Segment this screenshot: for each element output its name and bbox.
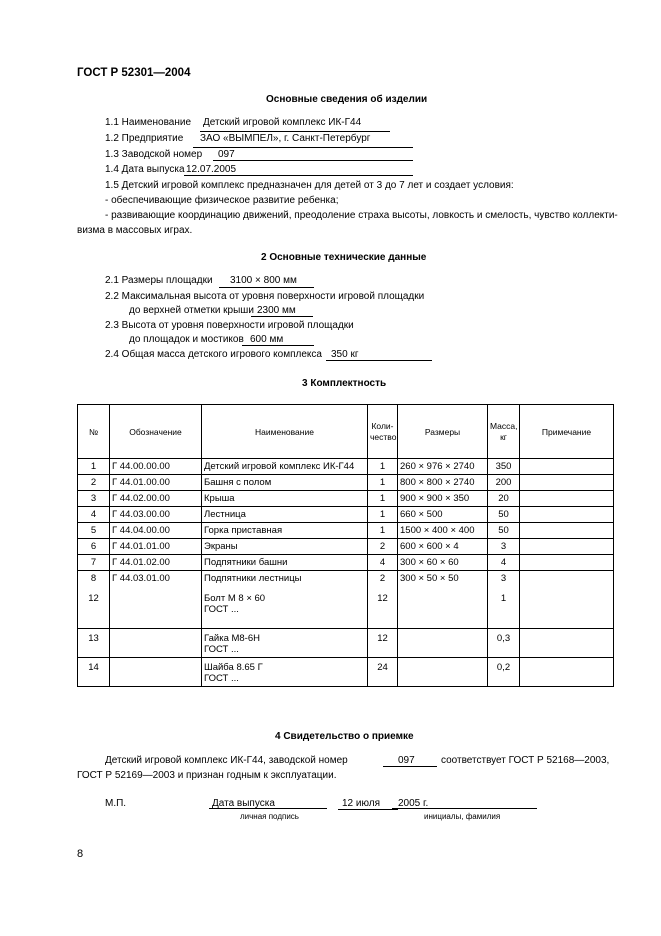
name-caption: инициалы, фамилия <box>424 812 501 821</box>
table-row <box>78 523 614 539</box>
cell-designation: Г 44.01.02.00 <box>110 555 202 571</box>
cell-mass: 50 <box>488 523 520 539</box>
cell-designation: Г 44.00.00.00 <box>110 459 202 475</box>
cell-qty: 1 <box>368 523 398 539</box>
section4-title: 4 Свидетельство о приемке <box>275 731 414 742</box>
col-header-dims: Размеры <box>398 405 488 459</box>
release-date-year: 2005 г. <box>398 798 429 809</box>
cell-name: Башня с полом <box>202 475 368 491</box>
item-2-2-line-1: 2.2 Максимальная высота от уровня поверхности игровой площадки <box>105 291 425 302</box>
item-1-1 <box>105 117 191 128</box>
underline <box>326 360 432 361</box>
cell-mass: 20 <box>488 491 520 507</box>
underline <box>193 147 413 148</box>
cell-designation: Г 44.03.00.00 <box>110 507 202 523</box>
cell-note <box>520 571 614 587</box>
cell-mass: 1 <box>488 586 520 629</box>
paragraph-1-5: 1.5 Детский игровой комплекс предназначен для детей от 3 до 7 лет и создает условия: <box>105 180 514 191</box>
cell-dims: 260 × 976 × 2740 <box>398 459 488 475</box>
item-value: 12.07.2005 <box>186 164 237 175</box>
cell-mass: 0,3 <box>488 629 520 658</box>
cell-num: 1 <box>78 459 110 475</box>
cell-dims <box>398 658 488 687</box>
cell-qty: 2 <box>368 571 398 587</box>
cell-name <box>202 586 368 629</box>
col-header-designation: Обозначение <box>110 405 202 459</box>
cell-designation <box>110 586 202 629</box>
cell-note <box>520 586 614 629</box>
cell-mass: 350 <box>488 459 520 475</box>
cell-dims <box>398 629 488 658</box>
table-row <box>78 459 614 475</box>
item-2-3-value: 600 мм <box>250 334 284 345</box>
cell-note <box>520 555 614 571</box>
cell-designation <box>110 629 202 658</box>
name-l1: Шайба 8.65 Г <box>204 662 263 673</box>
cell-num: 14 <box>78 658 110 687</box>
qty-l1: Коли- <box>371 420 394 431</box>
cell-mass: 50 <box>488 507 520 523</box>
name-l1: Гайка М8-6Н <box>204 633 260 644</box>
cell-qty: 2 <box>368 539 398 555</box>
underline <box>242 345 314 346</box>
cell-qty: 4 <box>368 555 398 571</box>
underline <box>219 287 314 288</box>
cell-name: Детский игровой комплекс ИК-Г44 <box>202 459 368 475</box>
table-row <box>78 555 614 571</box>
cell-dims: 660 × 500 <box>398 507 488 523</box>
cell-num: 5 <box>78 523 110 539</box>
mass-l1: Масса, <box>490 420 518 431</box>
cell-name <box>202 629 368 658</box>
stamp-label: М.П. <box>105 798 127 809</box>
underline <box>251 316 313 317</box>
section1-title: Основные сведения об изделии <box>266 94 428 105</box>
cell-qty: 12 <box>368 586 398 629</box>
underline <box>184 175 413 176</box>
cell-note <box>520 475 614 491</box>
table-row <box>78 491 614 507</box>
table-row <box>78 475 614 491</box>
section2-title: 2 Основные технические данные <box>261 252 427 263</box>
underline <box>338 809 398 810</box>
cell-mass: 200 <box>488 475 520 491</box>
table-header-row <box>78 405 614 459</box>
col-header-qty <box>368 405 398 459</box>
cell-note <box>520 491 614 507</box>
underline <box>383 766 437 767</box>
cell-mass: 3 <box>488 571 520 587</box>
cell-designation: Г 44.02.00.00 <box>110 491 202 507</box>
release-date-day: 12 июля <box>342 798 381 809</box>
cell-name: Подпятники башни <box>202 555 368 571</box>
table-row <box>78 586 614 629</box>
cell-designation: Г 44.01.00.00 <box>110 475 202 491</box>
cell-qty: 12 <box>368 629 398 658</box>
item-value: Детский игровой комплекс ИК-Г44 <box>203 117 362 128</box>
cell-note <box>520 459 614 475</box>
table-row <box>78 658 614 687</box>
cell-name <box>202 658 368 687</box>
item-value: 097 <box>218 149 235 160</box>
item-2-3-line-1: 2.3 Высота от уровня поверхности игровой площадки <box>105 320 354 331</box>
cell-num: 12 <box>78 586 110 629</box>
name-l2: ГОСТ ... <box>204 604 239 615</box>
cell-num: 4 <box>78 507 110 523</box>
cell-name: Лестница <box>202 507 368 523</box>
document-id: ГОСТ Р 52301—2004 <box>77 67 191 79</box>
cell-qty: 1 <box>368 459 398 475</box>
cell-mass: 4 <box>488 555 520 571</box>
cell-dims: 900 × 900 × 350 <box>398 491 488 507</box>
acceptance-text-line-2: ГОСТ Р 52169—2003 и признан годным к эксплуатации. <box>77 770 337 781</box>
cell-dims: 1500 × 400 × 400 <box>398 523 488 539</box>
cell-mass: 0,2 <box>488 658 520 687</box>
mass-l2: кг <box>500 431 507 442</box>
bullet-2-line-2: визма в массовых играх. <box>77 225 193 236</box>
cell-num: 2 <box>78 475 110 491</box>
item-2-1-label: 2.1 Размеры площадки <box>105 275 213 286</box>
cell-designation: Г 44.01.01.00 <box>110 539 202 555</box>
cell-num: 8 <box>78 571 110 587</box>
table-row <box>78 539 614 555</box>
name-l2: ГОСТ ... <box>204 644 239 655</box>
cell-qty: 24 <box>368 658 398 687</box>
item-2-4-label: 2.4 Общая масса детского игрового комплекса <box>105 349 322 360</box>
underline <box>213 160 413 161</box>
acceptance-text-a: Детский игровой комплекс ИК-Г44, заводской номер <box>105 755 348 766</box>
cell-designation: Г 44.04.00.00 <box>110 523 202 539</box>
cell-dims: 300 × 60 × 60 <box>398 555 488 571</box>
underline <box>200 131 390 132</box>
item-2-2-line-2: до верхней отметки крыши <box>129 305 254 316</box>
signature-caption: личная подпись <box>240 812 299 821</box>
cell-name: Экраны <box>202 539 368 555</box>
cell-num: 3 <box>78 491 110 507</box>
item-2-3-line-2: до площадок и мостиков <box>129 334 244 345</box>
cell-dims <box>398 586 488 629</box>
col-header-note: Примечание <box>520 405 614 459</box>
cell-dims: 300 × 50 × 50 <box>398 571 488 587</box>
acceptance-text-b: соответствует ГОСТ Р 52168—2003, <box>441 755 610 766</box>
release-date-label: Дата выпуска <box>212 798 275 809</box>
bullet-1: - обеспечивающие физическое развитие ребенка; <box>105 195 339 206</box>
cell-designation <box>110 658 202 687</box>
cell-note <box>520 629 614 658</box>
cell-mass: 3 <box>488 539 520 555</box>
cell-num: 7 <box>78 555 110 571</box>
item-value: ЗАО «ВЫМПЕЛ», г. Санкт-Петербург <box>200 133 371 144</box>
item-label: 1.1 Наименование <box>105 117 192 128</box>
cell-num: 13 <box>78 629 110 658</box>
table-row <box>78 507 614 523</box>
cell-num: 6 <box>78 539 110 555</box>
cell-qty: 1 <box>368 507 398 523</box>
cell-name: Горка приставная <box>202 523 368 539</box>
cell-note <box>520 523 614 539</box>
name-l2: ГОСТ ... <box>204 673 239 684</box>
qty-l2: чество <box>370 431 397 442</box>
item-label: 1.3 Заводской номер <box>105 149 203 160</box>
completeness-table <box>77 404 614 687</box>
table-row <box>78 571 614 587</box>
cell-name: Подпятники лестницы <box>202 571 368 587</box>
signature-line <box>209 808 327 809</box>
item-label: 1.4 Дата выпуска <box>105 164 185 175</box>
cell-qty: 1 <box>368 475 398 491</box>
cell-note <box>520 539 614 555</box>
section3-title: 3 Комплектность <box>302 378 387 389</box>
col-header-num: № <box>78 405 110 459</box>
bullet-2-line-1: - развивающие координацию движений, преодоление страха высоты, ловкость и смелость, чувство коллекти- <box>105 210 618 221</box>
cell-name: Крыша <box>202 491 368 507</box>
col-header-name: Наименование <box>202 405 368 459</box>
item-2-4-value: 350 кг <box>331 349 359 360</box>
cell-designation: Г 44.03.01.00 <box>110 571 202 587</box>
table-row <box>78 629 614 658</box>
item-2-1-value: 3100 × 800 мм <box>230 275 297 286</box>
cell-dims: 800 × 800 × 2740 <box>398 475 488 491</box>
name-l1: Болт М 8 × 60 <box>204 593 266 604</box>
cell-qty: 1 <box>368 491 398 507</box>
name-line <box>392 808 537 809</box>
cell-note <box>520 658 614 687</box>
cell-note <box>520 507 614 523</box>
item-label: 1.2 Предприятие <box>105 133 184 144</box>
item-2-2-value: 2300 мм <box>257 305 296 316</box>
page-number: 8 <box>77 848 84 860</box>
col-header-mass <box>488 405 520 459</box>
cell-dims: 600 × 600 × 4 <box>398 539 488 555</box>
serial-number: 097 <box>398 755 415 766</box>
